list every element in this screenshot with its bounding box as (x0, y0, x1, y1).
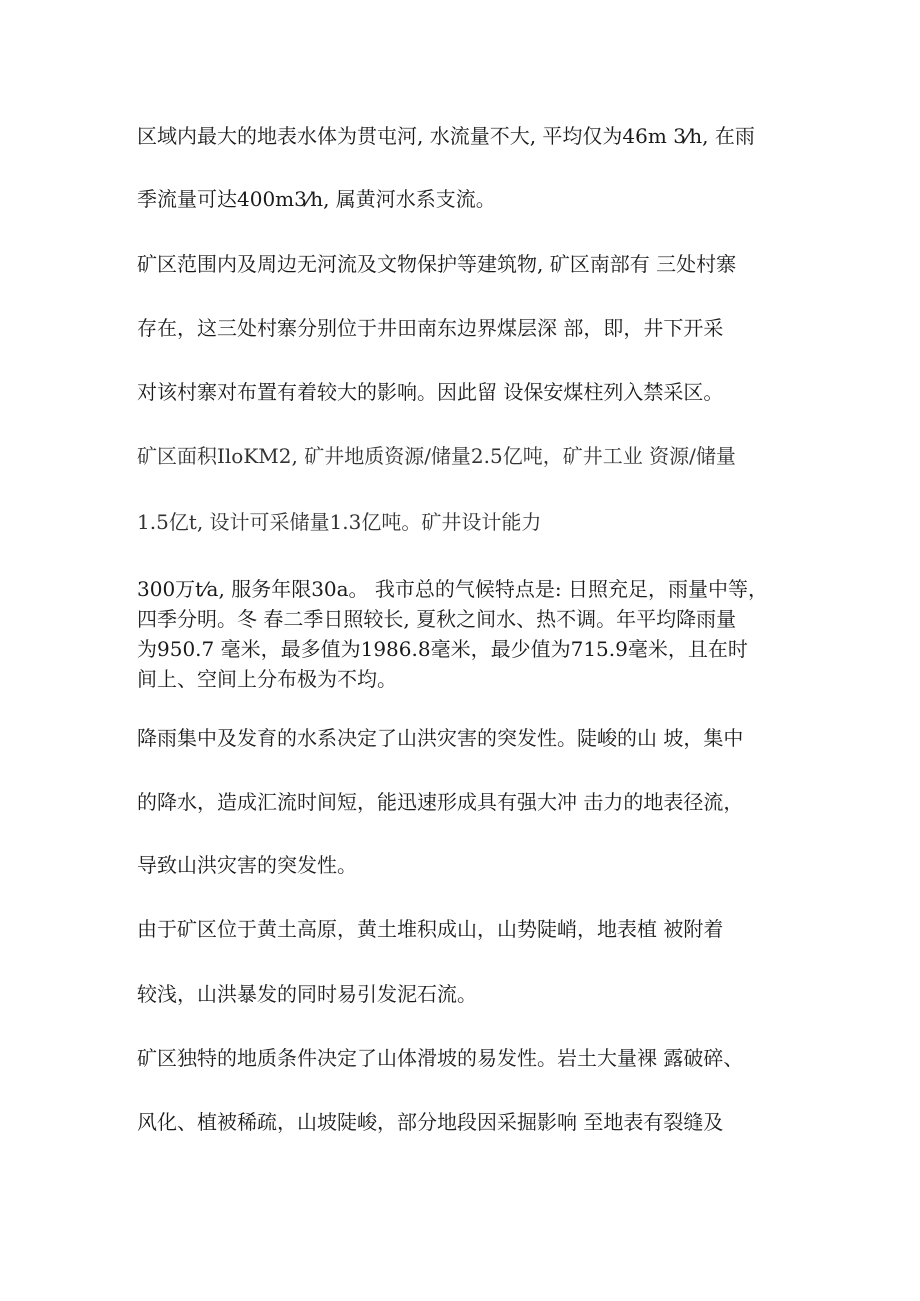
text-line-10: 为950.7 毫米，最多值为1986.8毫米，最少值为715.9毫米，且在时 (137, 637, 748, 661)
text-line-11: 间上、空间上分布极为不均。 (137, 667, 397, 691)
text-line-5: 对该村寨对布置有着较大的影响。因此留 设保安煤柱列入禁采区。 (137, 380, 724, 404)
text-line-17: 矿区独特的地质条件决定了山体滑坡的易发性。岩土大量裸 露破碎、 (137, 1046, 744, 1070)
text-line-6: 矿区面积IloKM2, 矿井地质资源/储量2.5亿吨，矿井工业 资源/储量 (137, 444, 736, 468)
text-line-12: 降雨集中及发育的水系决定了山洪灾害的突发性。陡峻的山 坡，集中 (137, 726, 744, 750)
text-line-8: 300万t⁄a, 服务年限30a。 我市总的气候特点是: 日照充足，雨量中等， (137, 577, 769, 601)
text-line-16: 较浅，山洪暴发的同时易引发泥石流。 (137, 982, 477, 1006)
text-line-18: 风化、植被稀疏，山坡陡峻，部分地段因采掘影响 至地表有裂缝及 (137, 1110, 724, 1134)
text-line-1: 区域内最大的地表水体为贯屯河, 水流量不大, 平均仅为46m 3⁄h, 在雨 (137, 124, 755, 148)
text-line-14: 导致山洪灾害的突发性。 (137, 853, 357, 877)
text-line-13: 的降水，造成汇流时间短，能迅速形成具有强大冲 击力的地表径流， (137, 790, 744, 814)
text-line-9: 四季分明。冬 春二季日照较长, 夏秋之间水、热不调。年平均降雨量 (137, 607, 737, 631)
text-line-3: 矿区范围内及周边无河流及文物保护等建筑物, 矿区南部有 三处村寨 (137, 252, 737, 276)
text-line-7: 1.5亿t, 设计可采储量1.3亿吨。矿井设计能力 (137, 510, 542, 534)
text-line-2: 季流量可达400m3⁄h, 属黄河水系支流。 (137, 187, 496, 211)
text-line-4: 存在，这三处村寨分别位于井田南东边界煤层深 部，即，井下开采 (137, 316, 724, 340)
text-line-15: 由于矿区位于黄土高原，黄土堆积成山，山势陡峭，地表植 被附着 (137, 917, 724, 941)
